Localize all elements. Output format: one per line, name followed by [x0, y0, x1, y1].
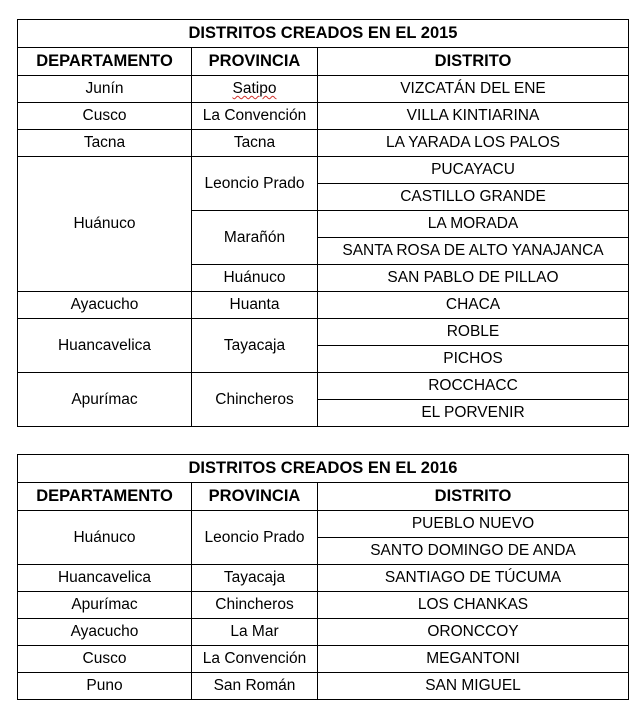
cell-provincia: Chincheros [192, 592, 318, 619]
cell-departamento: Tacna [18, 130, 192, 157]
table-title: DISTRITOS CREADOS EN EL 2015 [18, 20, 629, 48]
cell-provincia: San Román [192, 673, 318, 700]
districts-2016-table [17, 454, 629, 700]
table-row [18, 157, 629, 184]
cell-provincia: Tacna [192, 130, 318, 157]
cell-provincia: Chincheros [192, 373, 318, 427]
cell-distrito: SAN MIGUEL [318, 673, 629, 700]
districts-2015-table [17, 19, 629, 427]
header-provincia: PROVINCIA [192, 483, 318, 511]
cell-provincia: La Mar [192, 619, 318, 646]
table-row [18, 103, 629, 130]
spellcheck-flagged-text: Satipo [232, 80, 277, 97]
header-distrito: DISTRITO [318, 48, 629, 76]
table-row [18, 619, 629, 646]
cell-distrito: VIZCATÁN DEL ENE [318, 76, 629, 103]
cell-departamento: Apurímac [18, 373, 192, 427]
cell-distrito: ROBLE [318, 319, 629, 346]
cell-distrito: ORONCCOY [318, 619, 629, 646]
cell-departamento: Huánuco [18, 511, 192, 565]
table-row [18, 319, 629, 346]
cell-distrito: EL PORVENIR [318, 400, 629, 427]
cell-departamento: Huancavelica [18, 565, 192, 592]
cell-distrito: LOS CHANKAS [318, 592, 629, 619]
cell-provincia: Huánuco [192, 265, 318, 292]
table-title-row [18, 20, 629, 48]
cell-departamento: Huánuco [18, 157, 192, 292]
table-title: DISTRITOS CREADOS EN EL 2016 [18, 455, 629, 483]
table-row [18, 646, 629, 673]
header-provincia: PROVINCIA [192, 48, 318, 76]
cell-distrito: PUEBLO NUEVO [318, 511, 629, 538]
cell-provincia: Marañón [192, 211, 318, 265]
cell-distrito: MEGANTONI [318, 646, 629, 673]
cell-distrito: CHACA [318, 292, 629, 319]
cell-departamento: Cusco [18, 646, 192, 673]
header-departamento: DEPARTAMENTO [18, 483, 192, 511]
cell-distrito: VILLA KINTIARINA [318, 103, 629, 130]
cell-departamento: Apurímac [18, 592, 192, 619]
cell-departamento: Ayacucho [18, 292, 192, 319]
cell-provincia [192, 76, 318, 103]
table-row [18, 130, 629, 157]
table-header-row [18, 48, 629, 76]
cell-provincia: Tayacaja [192, 565, 318, 592]
table-row [18, 76, 629, 103]
cell-distrito: SANTA ROSA DE ALTO YANAJANCA [318, 238, 629, 265]
cell-distrito: ROCCHACC [318, 373, 629, 400]
cell-distrito: SANTO DOMINGO DE ANDA [318, 538, 629, 565]
table-row [18, 511, 629, 538]
table-row [18, 373, 629, 400]
cell-departamento: Cusco [18, 103, 192, 130]
cell-departamento: Huancavelica [18, 319, 192, 373]
table-row [18, 292, 629, 319]
cell-distrito: SANTIAGO DE TÚCUMA [318, 565, 629, 592]
cell-departamento: Ayacucho [18, 619, 192, 646]
table-row [18, 565, 629, 592]
cell-provincia: La Convención [192, 103, 318, 130]
cell-provincia: Leoncio Prado [192, 511, 318, 565]
cell-departamento: Puno [18, 673, 192, 700]
cell-distrito: SAN PABLO DE PILLAO [318, 265, 629, 292]
cell-distrito: PUCAYACU [318, 157, 629, 184]
table-title-row [18, 455, 629, 483]
cell-departamento: Junín [18, 76, 192, 103]
cell-provincia: Tayacaja [192, 319, 318, 373]
header-distrito: DISTRITO [318, 483, 629, 511]
cell-distrito: PICHOS [318, 346, 629, 373]
cell-provincia: La Convención [192, 646, 318, 673]
table-row [18, 592, 629, 619]
table-header-row [18, 483, 629, 511]
header-departamento: DEPARTAMENTO [18, 48, 192, 76]
cell-distrito: LA MORADA [318, 211, 629, 238]
cell-provincia: Leoncio Prado [192, 157, 318, 211]
cell-distrito: CASTILLO GRANDE [318, 184, 629, 211]
cell-provincia: Huanta [192, 292, 318, 319]
table-row [18, 673, 629, 700]
cell-distrito: LA YARADA LOS PALOS [318, 130, 629, 157]
